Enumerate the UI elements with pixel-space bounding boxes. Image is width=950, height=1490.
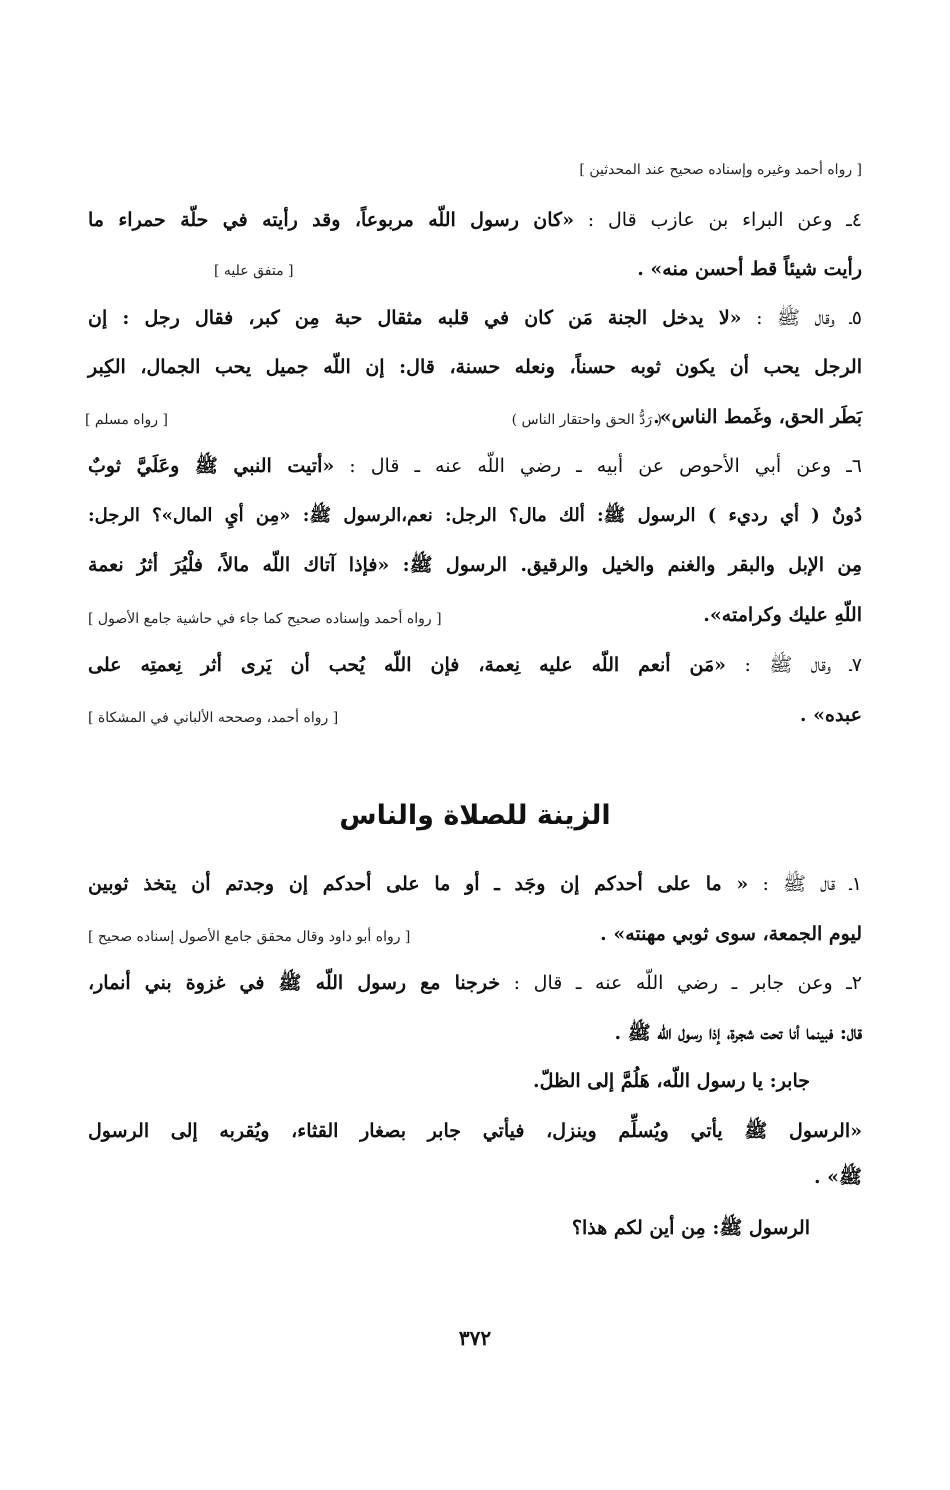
hadith-text: مِن الإبل والبقر والغنم والخيل والرقيق. الرسول ﷺ: «فإذا آتاك اللّه مالاً، فلْيُرَ أثرُ نعمة (88, 554, 862, 576)
text-line (88, 405, 862, 430)
text-line (88, 306, 862, 331)
hadith-text: بَطَر الحق، وغَمط الناس». (653, 406, 862, 428)
hadith-text: الرجل يحب أن يكون ثوبه حسناً، ونعله حسنة، قال: إن اللّه جميل يحب الجمال، الكِبر (88, 356, 862, 378)
hadith-text: جابر: يا رسول اللّه، هَلُمَّ إلى الظلّ. (533, 1070, 810, 1092)
narration-intro: ٦ـ وعن أبي الأحوص عن أبيه ـ رضي اللّه عنه ـ قال : (334, 455, 862, 477)
source-citation: [ رواه مسلم ] (85, 412, 168, 428)
text-line (88, 454, 862, 479)
text-line (88, 553, 862, 578)
source-citation: [ رواه أحمد وإسناده صحيح كما جاء في حاشية جامع الأصول ] (88, 611, 442, 627)
text-line (88, 653, 862, 678)
text-line (88, 504, 862, 527)
narration-intro: ٧ـ وقال ﷺ : (726, 654, 862, 676)
hadith-text: اللّهِ عليك وكرامته». (703, 604, 862, 626)
hadith-text: ليوم الجمعة، سوى ثوبي مهنته» . (600, 923, 862, 945)
hadith-text: «كان رسول اللّه مربوعاً، وقد رأيته في حلّة حمراء ما (88, 209, 574, 231)
narration-intro: ١ـ قال ﷺ : (748, 873, 862, 895)
hadith-text: خرجنا مع رسول اللّه ﷺ في غزوة بني أنمار، (88, 972, 501, 994)
explanatory-note: ( رَدُّ الحق واحتقار الناس ) (511, 412, 662, 428)
text-line (88, 355, 862, 380)
text-line (88, 257, 862, 282)
narration-intro: ٢ـ وعن جابر ـ رضي اللّه عنه ـ قال : (500, 972, 862, 994)
text-line (88, 1021, 862, 1046)
hadith-text: رأيت شيئاً قط أحسن منه» . (637, 258, 862, 280)
section-heading: الزينة للصلاة والناس (339, 800, 611, 831)
hadith-text: ﷺ» . (813, 1166, 862, 1188)
page-number: ٣٧٢ (458, 1326, 492, 1350)
source-citation: [ رواه أبو داود وقال محقق جامع الأصول إسناده صحيح ] (88, 929, 411, 945)
text-line (88, 971, 862, 996)
source-citation: [ رواه أحمد، وصححه الألباني في المشكاة ] (88, 710, 339, 726)
source-citation: [ رواه أحمد وغيره وإسناده صحيح عند المحدثين ] (579, 162, 862, 178)
text-line (88, 1119, 862, 1144)
text-line (88, 1069, 810, 1094)
narration-intro: ٤ـ وعن البراء بن عازب قال : (573, 209, 862, 231)
source-citation: [ متفق عليه ] (214, 263, 294, 279)
hadith-text: « ما على أحدكم إن وجَد ـ أو ما على أحدكم إن وجدتم أن يتخذ ثوبين (88, 873, 749, 895)
hadith-text: «لا يدخل الجنة مَن كان في قلبه مثقال حبة مِن كبر، فقال رجل : إن (88, 307, 742, 329)
text-line (88, 872, 862, 897)
text-line (88, 1165, 862, 1190)
hadith-text: قال: فبينما أنا تحت شجرة، إذا رسول اللّه ﷺ . (614, 1022, 862, 1044)
hadith-text: «أتيت النبي ﷺ وعَلَيَّ ثوبٌ (88, 455, 335, 477)
hadith-text: «الرسول ﷺ يأتي ويُسلِّم وينزل، فيأتي جابر بصغار القثاء، ويُقربه إلى الرسول (88, 1120, 862, 1142)
hadith-text: الرسول ﷺ: مِن أين لكم هذا؟ (571, 1217, 810, 1239)
narration-intro: ٥ـ وقال ﷺ : (741, 307, 862, 329)
text-line (88, 208, 862, 233)
hadith-text: دُونٌ ( أي رديء ) الرسول ﷺ: ألك مال؟ الرجل: نعم،الرسول ﷺ: «مِن أيِ المال»؟ الرجل: (88, 505, 862, 526)
hadith-text: عبده» . (799, 704, 862, 726)
hadith-text: «مَن أنعم اللّه عليه نِعمة، فإن اللّه يُحب أن يَرى أثر نِعمتِه على (88, 654, 727, 676)
text-line (88, 1216, 810, 1241)
